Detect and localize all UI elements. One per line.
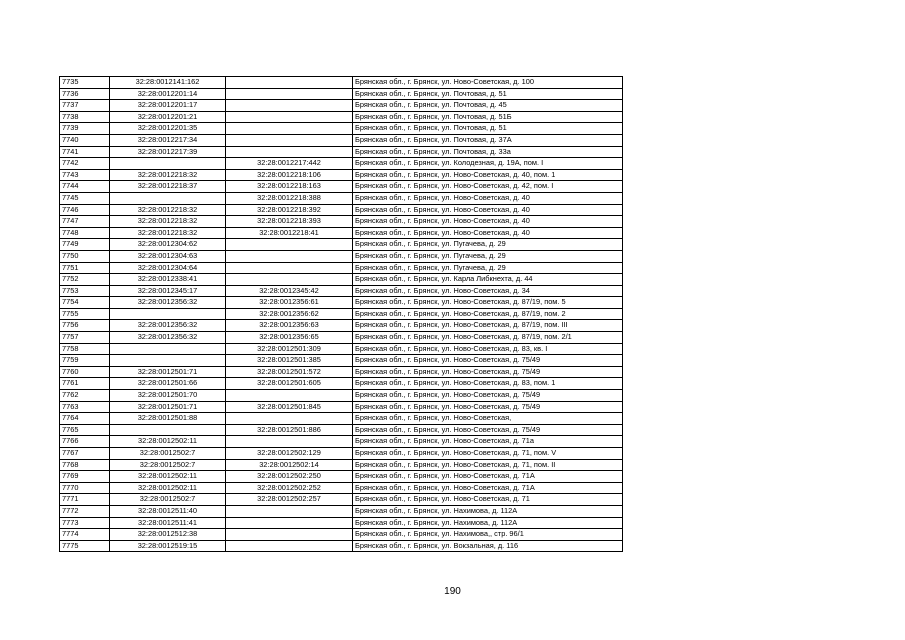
- address-cell: Брянская обл., г. Брянск, ул. Ново-Советская, д. 40: [353, 227, 623, 239]
- object-cadastral-number-cell: [226, 517, 353, 529]
- table-row: [60, 250, 623, 262]
- table-row: [60, 262, 623, 274]
- object-cadastral-number-cell: [226, 529, 353, 541]
- row-number-cell: 7747: [60, 216, 110, 228]
- object-cadastral-number-cell: [226, 250, 353, 262]
- land-cadastral-number-cell: 32:28:0012201:35: [110, 123, 226, 135]
- land-cadastral-number-cell: 32:28:0012519:15: [110, 540, 226, 552]
- land-cadastral-number-cell: 32:28:0012501:71: [110, 401, 226, 413]
- object-cadastral-number-cell: 32:28:0012356:63: [226, 320, 353, 332]
- table-row: [60, 181, 623, 193]
- address-cell: Брянская обл., г. Брянск, ул. Ново-Советская,: [353, 413, 623, 425]
- land-cadastral-number-cell: 32:28:0012502:11: [110, 436, 226, 448]
- object-cadastral-number-cell: 32:28:0012356:65: [226, 332, 353, 344]
- object-cadastral-number-cell: 32:28:0012345:42: [226, 285, 353, 297]
- land-cadastral-number-cell: 32:28:0012511:40: [110, 505, 226, 517]
- row-number-cell: 7754: [60, 297, 110, 309]
- row-number-cell: 7760: [60, 366, 110, 378]
- row-number-cell: 7773: [60, 517, 110, 529]
- land-cadastral-number-cell: 32:28:0012218:32: [110, 227, 226, 239]
- address-cell: Брянская обл., г. Брянск, ул. Пугачева, д. 29: [353, 239, 623, 251]
- table-row: [60, 123, 623, 135]
- address-cell: Брянская обл., г. Брянск, ул. Почтовая, д. 51Б: [353, 111, 623, 123]
- land-cadastral-number-cell: [110, 158, 226, 170]
- row-number-cell: 7741: [60, 146, 110, 158]
- land-cadastral-number-cell: 32:28:0012356:32: [110, 297, 226, 309]
- table-row: [60, 378, 623, 390]
- table-row: [60, 494, 623, 506]
- address-cell: Брянская обл., г. Брянск, ул. Ново-Советская, д. 75/49: [353, 366, 623, 378]
- row-number-cell: 7772: [60, 505, 110, 517]
- land-cadastral-number-cell: 32:28:0012502:7: [110, 459, 226, 471]
- land-cadastral-number-cell: 32:28:0012512:38: [110, 529, 226, 541]
- land-cadastral-number-cell: 32:28:0012356:32: [110, 320, 226, 332]
- table-row: [60, 216, 623, 228]
- address-cell: Брянская обл., г. Брянск, ул. Ново-Советская, д. 87/19, пом. III: [353, 320, 623, 332]
- page-number: 190: [444, 586, 461, 597]
- object-cadastral-number-cell: 32:28:0012218:393: [226, 216, 353, 228]
- address-cell: Брянская обл., г. Брянск, ул. Ново-Советская, д. 71, пом. II: [353, 459, 623, 471]
- table-row: [60, 366, 623, 378]
- object-cadastral-number-cell: 32:28:0012218:106: [226, 169, 353, 181]
- table-row: [60, 134, 623, 146]
- row-number-cell: 7762: [60, 390, 110, 402]
- land-cadastral-number-cell: 32:28:0012218:37: [110, 181, 226, 193]
- object-cadastral-number-cell: [226, 239, 353, 251]
- land-cadastral-number-cell: 32:28:0012502:7: [110, 448, 226, 460]
- row-number-cell: 7765: [60, 424, 110, 436]
- row-number-cell: 7736: [60, 88, 110, 100]
- table-row: [60, 169, 623, 181]
- address-cell: Брянская обл., г. Брянск, ул. Нахимова, д. 112А: [353, 517, 623, 529]
- row-number-cell: 7753: [60, 285, 110, 297]
- object-cadastral-number-cell: [226, 413, 353, 425]
- table-row: [60, 192, 623, 204]
- address-cell: Брянская обл., г. Брянск, ул. Почтовая, д. 33а: [353, 146, 623, 158]
- row-number-cell: 7737: [60, 100, 110, 112]
- table-row: [60, 88, 623, 100]
- row-number-cell: 7770: [60, 482, 110, 494]
- row-number-cell: 7775: [60, 540, 110, 552]
- table-row: [60, 158, 623, 170]
- object-cadastral-number-cell: [226, 540, 353, 552]
- table-row: [60, 448, 623, 460]
- address-cell: Брянская обл., г. Брянск, ул. Ново-Советская, д. 71А: [353, 471, 623, 483]
- row-number-cell: 7752: [60, 274, 110, 286]
- table-row: [60, 111, 623, 123]
- table-row: [60, 227, 623, 239]
- land-cadastral-number-cell: 32:28:0012338:41: [110, 274, 226, 286]
- land-cadastral-number-cell: 32:28:0012511:41: [110, 517, 226, 529]
- land-cadastral-number-cell: [110, 192, 226, 204]
- land-cadastral-number-cell: 32:28:0012501:66: [110, 378, 226, 390]
- land-cadastral-number-cell: 32:28:0012502:11: [110, 471, 226, 483]
- land-cadastral-number-cell: 32:28:0012304:62: [110, 239, 226, 251]
- table-row: [60, 482, 623, 494]
- row-number-cell: 7739: [60, 123, 110, 135]
- object-cadastral-number-cell: [226, 100, 353, 112]
- object-cadastral-number-cell: [226, 134, 353, 146]
- table-row: [60, 274, 623, 286]
- address-cell: Брянская обл., г. Брянск, ул. Пугачева, д. 29: [353, 262, 623, 274]
- object-cadastral-number-cell: [226, 111, 353, 123]
- object-cadastral-number-cell: 32:28:0012217:442: [226, 158, 353, 170]
- land-cadastral-number-cell: 32:28:0012201:17: [110, 100, 226, 112]
- address-cell: Брянская обл., г. Брянск, ул. Ново-Советская, д. 40, пом. 1: [353, 169, 623, 181]
- object-cadastral-number-cell: [226, 390, 353, 402]
- table-row: [60, 529, 623, 541]
- object-cadastral-number-cell: [226, 505, 353, 517]
- address-cell: Брянская обл., г. Брянск, ул. Ново-Советская, д. 40: [353, 204, 623, 216]
- land-cadastral-number-cell: 32:28:0012501:88: [110, 413, 226, 425]
- object-cadastral-number-cell: 32:28:0012502:250: [226, 471, 353, 483]
- address-cell: Брянская обл., г. Брянск, ул. Ново-Советская, д. 75/49: [353, 390, 623, 402]
- object-cadastral-number-cell: 32:28:0012218:392: [226, 204, 353, 216]
- object-cadastral-number-cell: 32:28:0012501:572: [226, 366, 353, 378]
- land-cadastral-number-cell: 32:28:0012218:32: [110, 204, 226, 216]
- address-cell: Брянская обл., г. Брянск, ул. Ново-Советская, д. 71, пом. V: [353, 448, 623, 460]
- row-number-cell: 7757: [60, 332, 110, 344]
- address-cell: Брянская обл., г. Брянск, ул. Нахимова,, стр. 96/1: [353, 529, 623, 541]
- row-number-cell: 7774: [60, 529, 110, 541]
- land-cadastral-number-cell: 32:28:0012218:32: [110, 169, 226, 181]
- object-cadastral-number-cell: [226, 88, 353, 100]
- land-cadastral-number-cell: [110, 308, 226, 320]
- table-row: [60, 100, 623, 112]
- object-cadastral-number-cell: [226, 146, 353, 158]
- row-number-cell: 7740: [60, 134, 110, 146]
- address-cell: Брянская обл., г. Брянск, ул. Ново-Советская, д. 83, кв. I: [353, 343, 623, 355]
- object-cadastral-number-cell: [226, 77, 353, 89]
- row-number-cell: 7743: [60, 169, 110, 181]
- object-cadastral-number-cell: [226, 262, 353, 274]
- row-number-cell: 7768: [60, 459, 110, 471]
- object-cadastral-number-cell: 32:28:0012218:163: [226, 181, 353, 193]
- address-cell: Брянская обл., г. Брянск, ул. Ново-Советская, д. 87/19, пом. 2/1: [353, 332, 623, 344]
- address-cell: Брянская обл., г. Брянск, ул. Колодезная, д. 19А, пом. I: [353, 158, 623, 170]
- address-cell: Брянская обл., г. Брянск, ул. Ново-Советская, д. 71А: [353, 482, 623, 494]
- land-cadastral-number-cell: 32:28:0012502:7: [110, 494, 226, 506]
- row-number-cell: 7763: [60, 401, 110, 413]
- land-cadastral-number-cell: [110, 343, 226, 355]
- address-cell: Брянская обл., г. Брянск, ул. Почтовая, д. 51: [353, 123, 623, 135]
- object-cadastral-number-cell: 32:28:0012502:257: [226, 494, 353, 506]
- land-cadastral-number-cell: 32:28:0012217:39: [110, 146, 226, 158]
- table-row: [60, 413, 623, 425]
- land-cadastral-number-cell: 32:28:0012345:17: [110, 285, 226, 297]
- row-number-cell: 7766: [60, 436, 110, 448]
- table-row: [60, 390, 623, 402]
- object-cadastral-number-cell: [226, 274, 353, 286]
- table-row: [60, 285, 623, 297]
- address-cell: Брянская обл., г. Брянск, ул. Ново-Советская, д. 87/19, пом. 5: [353, 297, 623, 309]
- address-cell: Брянская обл., г. Брянск, ул. Ново-Советская, д. 100: [353, 77, 623, 89]
- table-row: [60, 320, 623, 332]
- row-number-cell: 7748: [60, 227, 110, 239]
- table-row: [60, 540, 623, 552]
- address-cell: Брянская обл., г. Брянск, ул. Ново-Советская, д. 42, пом. I: [353, 181, 623, 193]
- row-number-cell: 7745: [60, 192, 110, 204]
- table-row: [60, 77, 623, 89]
- row-number-cell: 7756: [60, 320, 110, 332]
- row-number-cell: 7746: [60, 204, 110, 216]
- table-row: [60, 459, 623, 471]
- address-cell: Брянская обл., г. Брянск, ул. Ново-Советская, д. 71а: [353, 436, 623, 448]
- object-cadastral-number-cell: 32:28:0012501:385: [226, 355, 353, 367]
- row-number-cell: 7751: [60, 262, 110, 274]
- land-cadastral-number-cell: 32:28:0012201:21: [110, 111, 226, 123]
- table-row: [60, 308, 623, 320]
- object-cadastral-number-cell: 32:28:0012501:605: [226, 378, 353, 390]
- land-cadastral-number-cell: 32:28:0012304:63: [110, 250, 226, 262]
- row-number-cell: 7764: [60, 413, 110, 425]
- object-cadastral-number-cell: 32:28:0012502:129: [226, 448, 353, 460]
- registry-table: [59, 76, 623, 552]
- table-row: [60, 505, 623, 517]
- address-cell: Брянская обл., г. Брянск, ул. Карла Либкнехта, д. 44: [353, 274, 623, 286]
- land-cadastral-number-cell: 32:28:0012141:162: [110, 77, 226, 89]
- address-cell: Брянская обл., г. Брянск, ул. Ново-Советская, д. 75/49: [353, 424, 623, 436]
- row-number-cell: 7738: [60, 111, 110, 123]
- object-cadastral-number-cell: 32:28:0012218:388: [226, 192, 353, 204]
- address-cell: Брянская обл., г. Брянск, ул. Ново-Советская, д. 34: [353, 285, 623, 297]
- table-row: [60, 343, 623, 355]
- address-cell: Брянская обл., г. Брянск, ул. Почтовая, д. 37А: [353, 134, 623, 146]
- address-cell: Брянская обл., г. Брянск, ул. Ново-Советская, д. 40: [353, 216, 623, 228]
- object-cadastral-number-cell: 32:28:0012501:309: [226, 343, 353, 355]
- table-row: [60, 332, 623, 344]
- address-cell: Брянская обл., г. Брянск, ул. Ново-Советская, д. 71: [353, 494, 623, 506]
- address-cell: Брянская обл., г. Брянск, ул. Ново-Советская, д. 83, пом. 1: [353, 378, 623, 390]
- table-row: [60, 517, 623, 529]
- table-row: [60, 146, 623, 158]
- land-cadastral-number-cell: 32:28:0012356:32: [110, 332, 226, 344]
- address-cell: Брянская обл., г. Брянск, ул. Ново-Советская, д. 75/49: [353, 401, 623, 413]
- row-number-cell: 7750: [60, 250, 110, 262]
- land-cadastral-number-cell: 32:28:0012218:32: [110, 216, 226, 228]
- address-cell: Брянская обл., г. Брянск, ул. Ново-Советская, д. 75/49: [353, 355, 623, 367]
- row-number-cell: 7761: [60, 378, 110, 390]
- table-row: [60, 297, 623, 309]
- row-number-cell: 7771: [60, 494, 110, 506]
- land-cadastral-number-cell: 32:28:0012501:70: [110, 390, 226, 402]
- land-cadastral-number-cell: 32:28:0012502:11: [110, 482, 226, 494]
- address-cell: Брянская обл., г. Брянск, ул. Почтовая, д. 51: [353, 88, 623, 100]
- land-cadastral-number-cell: [110, 355, 226, 367]
- address-cell: Брянская обл., г. Брянск, ул. Почтовая, д. 45: [353, 100, 623, 112]
- row-number-cell: 7759: [60, 355, 110, 367]
- address-cell: Брянская обл., г. Брянск, ул. Ново-Советская, д. 87/19, пом. 2: [353, 308, 623, 320]
- table-row: [60, 424, 623, 436]
- object-cadastral-number-cell: [226, 123, 353, 135]
- row-number-cell: 7758: [60, 343, 110, 355]
- row-number-cell: 7742: [60, 158, 110, 170]
- table-row: [60, 436, 623, 448]
- row-number-cell: 7769: [60, 471, 110, 483]
- registry-table-body: [60, 77, 623, 552]
- address-cell: Брянская обл., г. Брянск, ул. Нахимова, д. 112А: [353, 505, 623, 517]
- row-number-cell: 7744: [60, 181, 110, 193]
- table-row: [60, 204, 623, 216]
- address-cell: Брянская обл., г. Брянск, ул. Вокзальная, д. 116: [353, 540, 623, 552]
- address-cell: Брянская обл., г. Брянск, ул. Пугачева, д. 29: [353, 250, 623, 262]
- table-row: [60, 355, 623, 367]
- object-cadastral-number-cell: 32:28:0012502:14: [226, 459, 353, 471]
- row-number-cell: 7767: [60, 448, 110, 460]
- table-row: [60, 471, 623, 483]
- land-cadastral-number-cell: 32:28:0012501:71: [110, 366, 226, 378]
- object-cadastral-number-cell: 32:28:0012502:252: [226, 482, 353, 494]
- land-cadastral-number-cell: [110, 424, 226, 436]
- row-number-cell: 7735: [60, 77, 110, 89]
- address-cell: Брянская обл., г. Брянск, ул. Ново-Советская, д. 40: [353, 192, 623, 204]
- table-row: [60, 239, 623, 251]
- object-cadastral-number-cell: 32:28:0012218:41: [226, 227, 353, 239]
- row-number-cell: 7749: [60, 239, 110, 251]
- land-cadastral-number-cell: 32:28:0012304:64: [110, 262, 226, 274]
- land-cadastral-number-cell: 32:28:0012201:14: [110, 88, 226, 100]
- object-cadastral-number-cell: [226, 436, 353, 448]
- object-cadastral-number-cell: 32:28:0012356:61: [226, 297, 353, 309]
- object-cadastral-number-cell: 32:28:0012501:845: [226, 401, 353, 413]
- row-number-cell: 7755: [60, 308, 110, 320]
- table-row: [60, 401, 623, 413]
- object-cadastral-number-cell: 32:28:0012501:886: [226, 424, 353, 436]
- object-cadastral-number-cell: 32:28:0012356:62: [226, 308, 353, 320]
- land-cadastral-number-cell: 32:28:0012217:34: [110, 134, 226, 146]
